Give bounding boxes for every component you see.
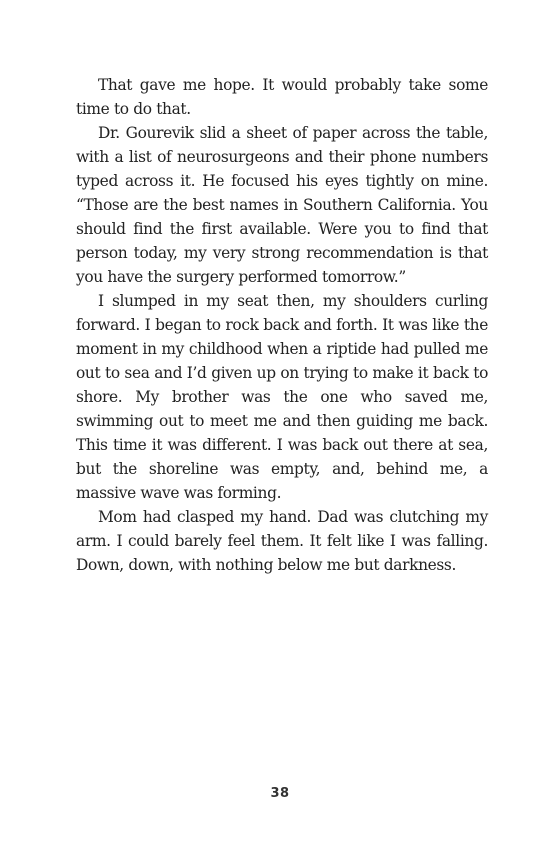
paragraph-1: That gave me hope. It would probably take some time to do that.: [76, 76, 488, 118]
paragraph-2: Dr. Gourevik slid a sheet of paper across the table, with a list of neurosurgeons and their phone numbers typed across it. He focused his eyes tightly on mine. “Those are the best names in Southern California. You should find the first available. Were you to find that person today, my very strong recommendation is that you have the surgery performed tomorrow.”: [76, 124, 488, 286]
paragraph-3: I slumped in my seat then, my shoulders curling forward. I began to rock back and forth. It was like the moment in my childhood when a riptide had pulled me out to sea and I’d given up on trying to make it back to shore. My brother was the one who saved me, swimming out to meet me and then guiding me back. This time it was different. I was back out there at sea, but the shoreline was empty, and, behind me, a massive wave was forming.: [76, 292, 488, 502]
body-text: [76, 73, 488, 577]
paragraph-4: Mom had clasped my hand. Dad was clutching my arm. I could barely feel them. It felt like I was falling. Down, down, with nothing below me but darkness.: [76, 508, 488, 574]
page-number: 38: [270, 786, 290, 801]
